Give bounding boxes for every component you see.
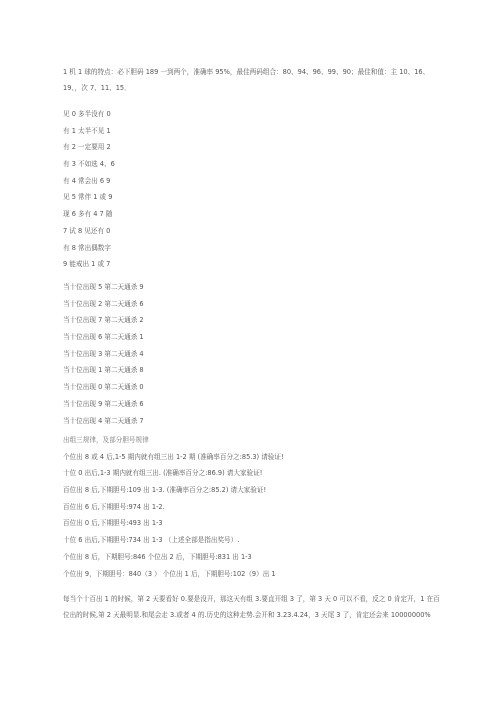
list-item: 百位出 6 后,下期胆号:974 出 1-2. [63,502,165,511]
digit-rules-list [63,106,443,273]
list-item: 当十位出现 7 第二天通杀 2 [63,316,144,325]
list-item: 7 试 8 见还有 0 [63,226,111,235]
list-item: 见 0 多半没有 0 [63,110,111,118]
list-item: 当十位出现 6 第二天通杀 1 [63,333,144,342]
list-item: 百位出 0 后,下期胆号:493 出 1-3 [63,519,163,528]
list-item: 有 2 一定要用 2 [63,143,111,152]
list-item: 现 6 多有 4 7 随 [63,210,113,219]
list-item: 当十位出现 2 第二天通杀 6 [63,299,144,308]
section-heading: 出组三规律，及部分胆号规律 [63,436,149,444]
intro-paragraph: 1 机 1 球的特点：必下胆码 189 一到两个，准确率 95%，最佳两码组合：80、94、96、99、90；最佳和值：主 10、16、19、，次 7、11、15． [63,68,430,92]
list-item: 当十位出现 1 第二天通杀 8 [63,366,144,375]
list-item: 有 1 太半不见 1 [63,126,111,135]
pattern-list [63,432,443,582]
list-item: 当十位出现 3 第二天通杀 4 [63,349,144,358]
list-item: 有 3 不如选 4、6 [63,160,115,169]
closing-paragraph: 每当个十百出 1 的时候，第 2 天要看好 0.要是没开，那这天有组 3.要直开组 3 了，第 3 天 0 可以不看，反之 0 肯定开，1 在百位出的时候,第 2 天最明显.和尾会走 3.或者 4 的.历史的这种走势.会开和 3.23.4.24，3 天尾 3 了，肯定还会来 10000000% [63,595,440,619]
list-item: 9 能戒出 1 或 7 [63,260,111,269]
list-item: 当十位出现 4 第二天通杀 7 [63,416,144,425]
list-item: 当十位出现 9 第二天通杀 6 [63,399,144,408]
list-item: 当十位出现 0 第二天通杀 0 [63,383,144,392]
list-item: 见 5 常伴 1 或 9 [63,193,113,202]
kill-rules-list [63,279,443,429]
list-item: 个位出 9，下期胆号：840（3 ） 个位出 1 后，下期胆号:102（9）出 1 [63,569,276,578]
list-item: 百位出 8 后,下期胆号:109 出 1-3. (准确率百分之:85.2) 请大家验证! [63,486,267,495]
list-item: 十位 6 出后,下期胆号:734 出 1-3 （上述全部是指出奖号）. [63,536,240,545]
list-item: 当十位出现 5 第二天通杀 9 [63,283,144,291]
list-item: 个位出 8 或 4 后,1-5 期内就有组三出 1-2 期 (准确率百分之:85.3) 请验证! [63,452,284,461]
list-item: 有 4 常会出 6 9 [63,176,111,185]
list-item: 个位出 8 后，下期胆号:846 个位出 2 后，下期胆号:831 出 1-3 [63,552,252,561]
list-item: 十位 0 出后,1-3 期内就有组三出. (准确率百分之:86.9) 请大家验证! [63,469,263,478]
list-item: 有 8 常出偶数字 [63,243,111,252]
